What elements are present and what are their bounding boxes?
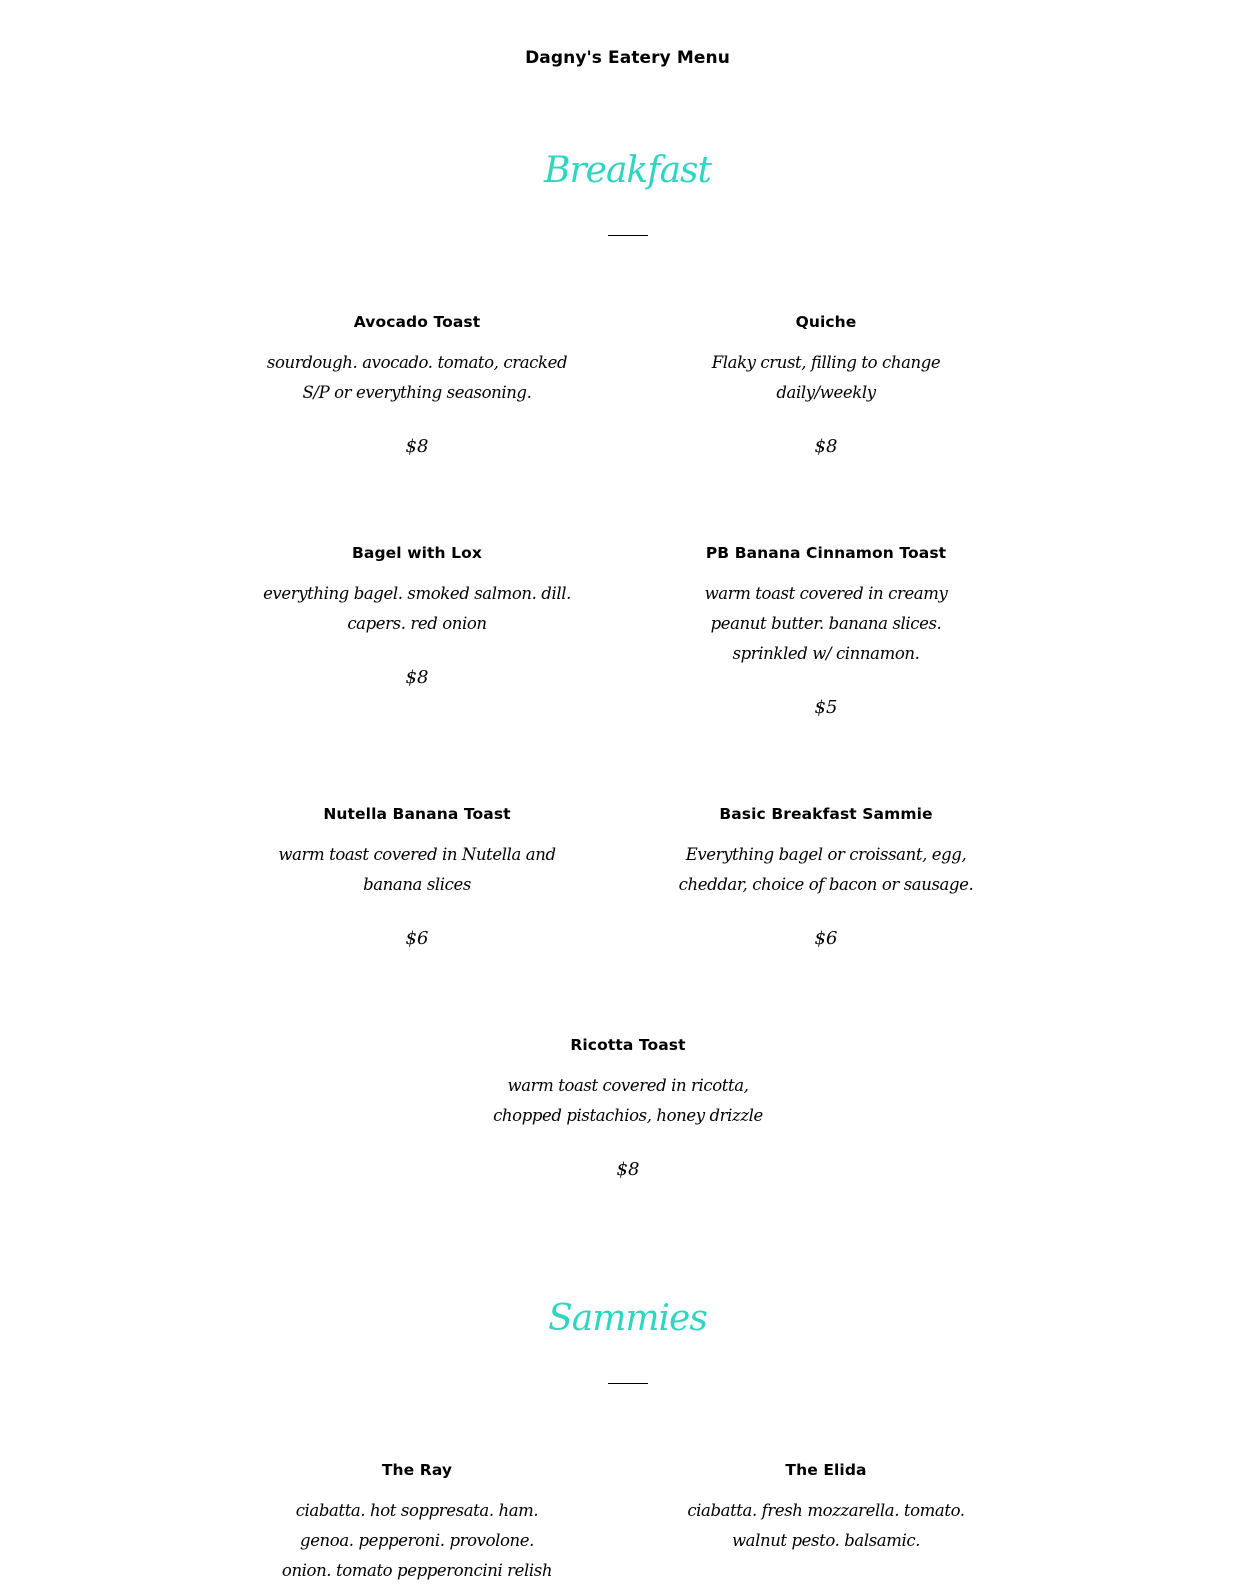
menu-item-description: Flaky crust, filling to change daily/weekly (711, 353, 941, 402)
menu-item-name: Nutella Banana Toast (323, 805, 511, 823)
menu-item-name: The Ray (381, 1461, 453, 1479)
menu-item-name: Ricotta Toast (570, 1036, 686, 1054)
menu-item-description: ciabatta. hot soppresata. ham. genoa. pepperoni. provolone. onion. tomato pepperoncini relish (281, 1501, 553, 1580)
menu-item-ricotta-toast (468, 1035, 788, 1183)
section-divider (608, 235, 648, 236)
menu-item-price: $8 (405, 667, 429, 688)
menu-item-price: $5 (814, 697, 838, 718)
menu-item-name: Quiche (795, 313, 857, 331)
menu-item-description: ciabatta. fresh mozzarella. tomato. walnut pesto. balsamic. (687, 1501, 965, 1550)
menu-item-bagel-with-lox (257, 543, 577, 691)
menu-item-description: sourdough. avocado. tomato, cracked S/P or everything seasoning. (266, 353, 568, 402)
menu-item-name: Avocado Toast (353, 313, 481, 331)
menu-item-price: $8 (616, 1159, 640, 1180)
menu-item-the-elida (666, 1460, 986, 1556)
menu-item-description: warm toast covered in Nutella and banana slices (278, 845, 556, 894)
menu-item-description: warm toast covered in ricotta, chopped pistachios, honey drizzle (493, 1076, 763, 1125)
menu-item-price: $6 (405, 928, 429, 949)
menu-item-pb-banana-cinnamon-toast (666, 543, 986, 721)
menu-item-price: $8 (814, 436, 838, 457)
section-divider (608, 1383, 648, 1384)
menu-item-quiche (666, 312, 986, 460)
menu-item-name: PB Banana Cinnamon Toast (705, 544, 947, 562)
menu-item-description: everything bagel. smoked salmon. dill. capers. red onion (263, 584, 571, 633)
menu-item-the-ray (257, 1460, 577, 1586)
menu-item-name: Bagel with Lox (352, 544, 482, 562)
menu-item-avocado-toast (257, 312, 577, 460)
menu-item-description: warm toast covered in creamy peanut butter. banana slices. sprinkled w/ cinnamon. (704, 584, 948, 663)
menu-item-description: Everything bagel or croissant, egg, cheddar, choice of bacon or sausage. (678, 845, 974, 894)
menu-item-name: The Elida (785, 1461, 867, 1479)
menu-item-name: Basic Breakfast Sammie (719, 805, 933, 823)
menu-page-title: Dagny's Eatery Menu (525, 48, 730, 68)
section-heading-sammies: Sammies (548, 1298, 707, 1339)
section-heading-breakfast: Breakfast (544, 150, 711, 191)
menu-item-basic-breakfast-sammie (666, 804, 986, 952)
menu-item-price: $6 (814, 928, 838, 949)
menu-item-nutella-banana-toast (257, 804, 577, 952)
menu-item-price: $8 (405, 436, 429, 457)
